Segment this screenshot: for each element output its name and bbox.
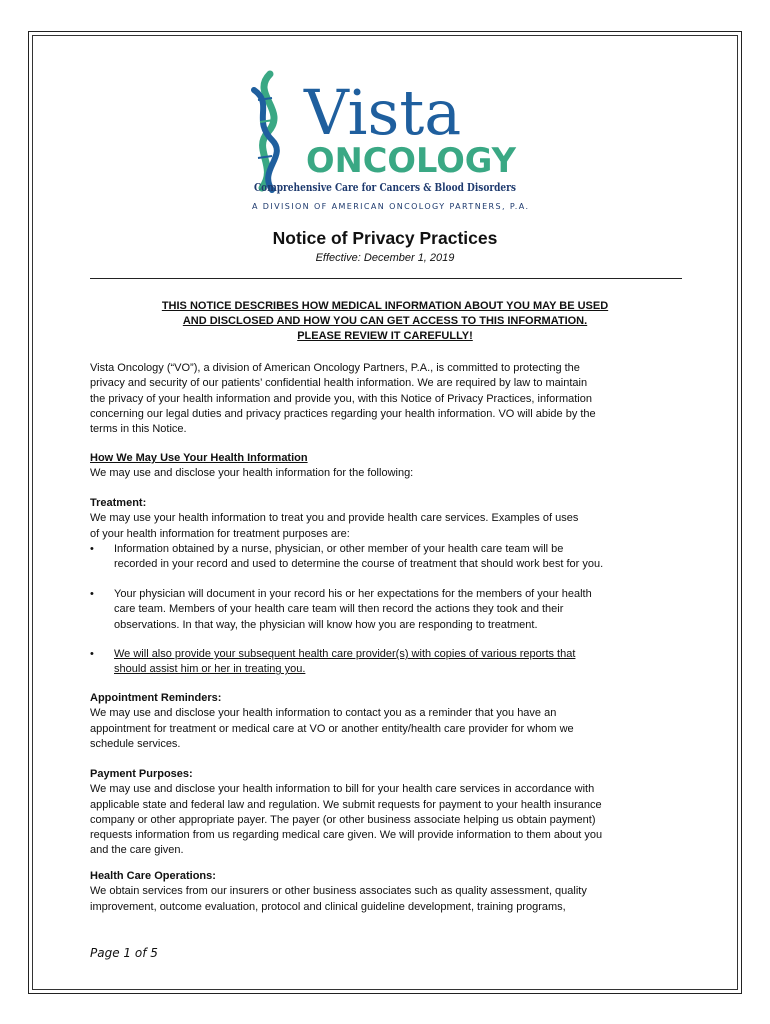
page-number: Page 1 of 5 (90, 946, 158, 960)
effective-date: Effective: December 1, 2019 (315, 252, 455, 264)
list-item-line: Your physician will document in your record his or her expectations for the members of your health (114, 588, 592, 600)
section-text: We may use and disclose your health information to contact you as a reminder that you have an (90, 707, 557, 720)
vista-oncology-logo (248, 70, 533, 212)
section-text: appointment for treatment or medical care at VO or another entity/health care provider for whom we (90, 722, 574, 735)
section-text: of your health information for treatment purposes are: (90, 527, 350, 540)
list-item-line: care team. Members of your health care team will then record the actions they took and their (114, 603, 564, 616)
intro-line: Vista Oncology (“VO”), a division of American Oncology Partners, P.A., is committed to protecting the (90, 362, 580, 374)
title-divider (90, 278, 682, 279)
appointment-section (90, 691, 682, 752)
section-heading: Health Care Operations: (90, 870, 216, 882)
logo-division: A DIVISION OF AMERICAN ONCOLOGY PARTNERS, P.A. (252, 202, 528, 211)
logo-name-top: Vista (304, 76, 462, 149)
bullet-icon: • (90, 588, 94, 600)
section-heading: Payment Purposes: (90, 768, 193, 780)
section-text: schedule services. (90, 737, 181, 750)
section-text: company or other appropriate payer. The payer (or other business associate helping us obtain payment) (90, 813, 596, 826)
section-heading: How We May Use Your Health Information (90, 452, 308, 464)
list-item-line: observations. In that way, the physician will know how you are responding to treatment. (114, 618, 538, 631)
notice-line: PLEASE REVIEW IT CAREFULLY! (297, 330, 473, 342)
intro-paragraph (90, 361, 682, 437)
page-title: Notice of Privacy Practices (272, 228, 498, 248)
section-text: We obtain services from our insurers or other business associates such as quality assessment, quality (90, 885, 587, 898)
list-item-line: Information obtained by a nurse, physician, or other member of your health care team will be (114, 543, 564, 555)
logo-tagline: Comprehensive Care for Cancers & Blood Disorders (254, 181, 516, 194)
intro-line: concerning our legal duties and privacy practices regarding your health information. VO will abide by the (90, 407, 596, 420)
intro-line: terms in this Notice. (90, 423, 187, 436)
payment-section (90, 767, 682, 859)
notice-banner (90, 299, 680, 344)
list-item-line: recorded in your record and used to determine the course of treatment that should work best for you. (114, 558, 604, 571)
section-text: We may use and disclose your health information for the following: (90, 467, 414, 480)
section-text: We may use and disclose your health information to bill for your health care services in accordance with (90, 783, 595, 796)
section-text: We may use your health information to treat you and provide health care services. Examples of uses (90, 512, 579, 525)
treatment-section (90, 496, 682, 542)
section-text: improvement, outcome evaluation, protocol and clinical guideline development, training programs, (90, 900, 566, 913)
section-text: requests information from us regarding medical care given. We will provide information to them about you (90, 829, 603, 842)
section-heading: Treatment: (90, 497, 147, 509)
intro-line: privacy and security of our patients’ confidential health information. We are required by law to maintain (90, 377, 588, 390)
bullet-icon: • (90, 543, 94, 555)
intro-line: the privacy of your health information and provide you, with this Notice of Privacy Practices, information (90, 392, 592, 405)
notice-line: AND DISCLOSED AND HOW YOU CAN GET ACCESS TO THIS INFORMATION. (182, 315, 588, 327)
section-text: and the care given. (90, 844, 184, 857)
operations-section (90, 869, 682, 915)
list-item-line: should assist him or her in treating you. (114, 663, 306, 676)
section-heading: Appointment Reminders: (90, 692, 222, 704)
use-section (90, 451, 682, 482)
dna-helix-icon (254, 74, 277, 190)
notice-line: THIS NOTICE DESCRIBES HOW MEDICAL INFORMATION ABOUT YOU MAY BE USED (161, 300, 609, 312)
bullet-icon: • (90, 648, 94, 660)
list-item-line: We will also provide your subsequent health care provider(s) with copies of various reports that (114, 648, 576, 660)
logo-name-bottom: ONCOLOGY (306, 141, 517, 181)
section-text: applicable state and federal law and regulation. We submit requests for payment to your health insurance (90, 798, 602, 811)
